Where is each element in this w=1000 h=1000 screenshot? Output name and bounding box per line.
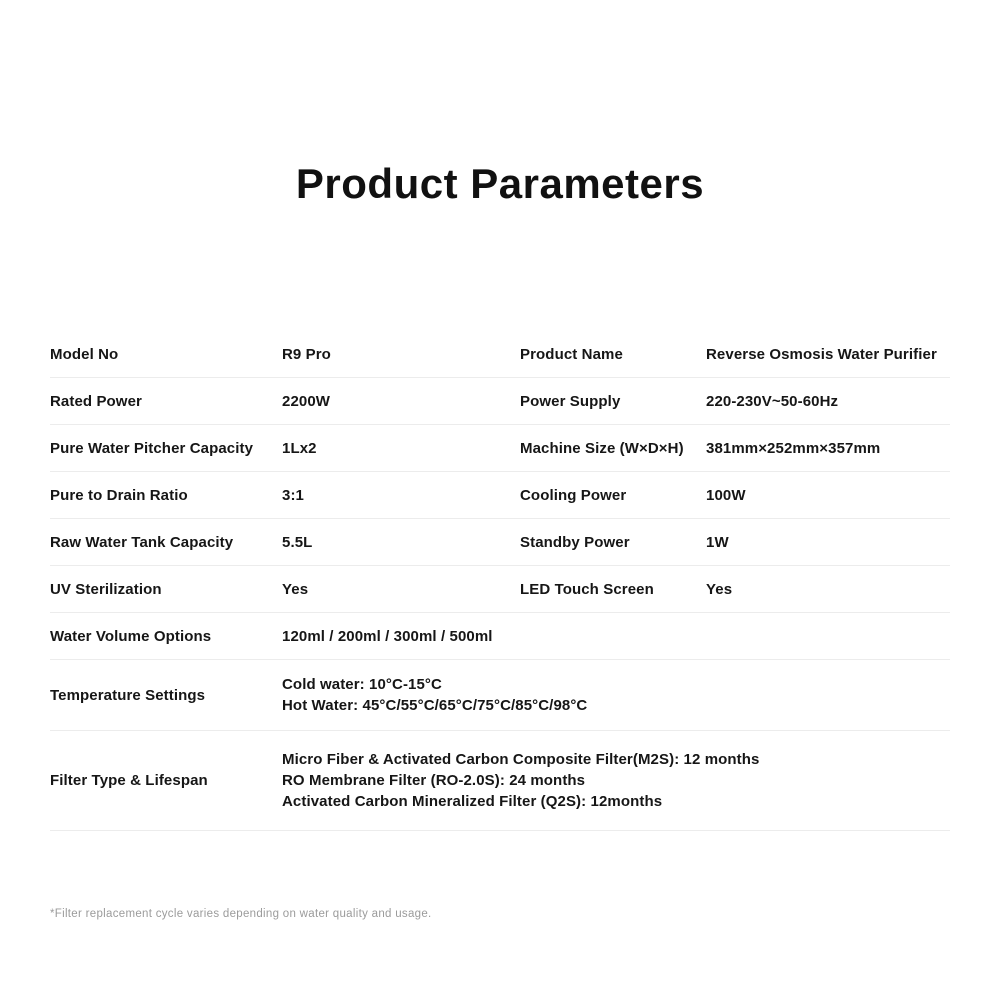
spec-value-line: Micro Fiber & Activated Carbon Composite Filter(M2S): 12 months (282, 751, 760, 768)
spec-label: Pure Water Pitcher Capacity (50, 439, 254, 457)
spec-value-line: RO Membrane Filter (RO-2.0S): 24 months (282, 772, 586, 789)
spec-table (50, 331, 950, 831)
footnote: *Filter replacement cycle varies depending on water quality and usage. (50, 908, 432, 920)
spec-label: Rated Power (50, 392, 142, 410)
spec-value: Yes (706, 580, 733, 598)
spec-label: Power Supply (520, 392, 621, 410)
spec-label: Model No (50, 345, 119, 363)
spec-value (282, 674, 950, 716)
spec-value-line: Hot Water: 45°C/55°C/65°C/75°C/85°C/98°C (282, 697, 588, 714)
spec-label: Filter Type & Lifespan (50, 772, 208, 789)
spec-label: Pure to Drain Ratio (50, 486, 188, 504)
spec-value: R9 Pro (282, 345, 331, 363)
spec-label: Standby Power (520, 533, 630, 551)
spec-label: Product Name (520, 345, 623, 363)
spec-label: Cooling Power (520, 486, 627, 504)
table-row-ratio-cooling (50, 472, 950, 519)
table-row-power (50, 378, 950, 425)
table-row-uv-led (50, 566, 950, 613)
spec-value: 381mm×252mm×357mm (706, 439, 881, 457)
spec-value-line: Cold water: 10°C-15°C (282, 676, 442, 693)
table-row-capacity-size (50, 425, 950, 472)
spec-value-line: 120ml / 200ml / 300ml / 500ml (282, 627, 493, 645)
spec-value: Yes (282, 580, 309, 598)
spec-value: 1Lx2 (282, 439, 317, 457)
spec-value: 1W (706, 533, 729, 551)
spec-label: Temperature Settings (50, 686, 206, 704)
page-title: Product Parameters (295, 160, 705, 207)
spec-label: Raw Water Tank Capacity (50, 533, 234, 551)
spec-label: Water Volume Options (50, 627, 212, 645)
spec-value (282, 626, 950, 647)
spec-value-line: Activated Carbon Mineralized Filter (Q2S): 12months (282, 793, 663, 810)
spec-value: Reverse Osmosis Water Purifier (706, 345, 937, 363)
spec-value: 5.5L (282, 533, 313, 551)
spec-value: 100W (706, 486, 746, 504)
table-row-model-product (50, 331, 950, 378)
table-row-temperature (50, 660, 950, 731)
table-row-tank-standby (50, 519, 950, 566)
table-row-water-volume (50, 613, 950, 660)
spec-value: 2200W (282, 392, 331, 410)
spec-label: UV Sterilization (50, 580, 162, 598)
table-row-filter (50, 731, 950, 831)
spec-label: LED Touch Screen (520, 580, 654, 598)
spec-value: 3:1 (282, 486, 304, 504)
spec-value: 220-230V~50-60Hz (706, 392, 839, 410)
spec-label: Machine Size (W×D×H) (520, 439, 684, 457)
spec-value (282, 749, 950, 812)
